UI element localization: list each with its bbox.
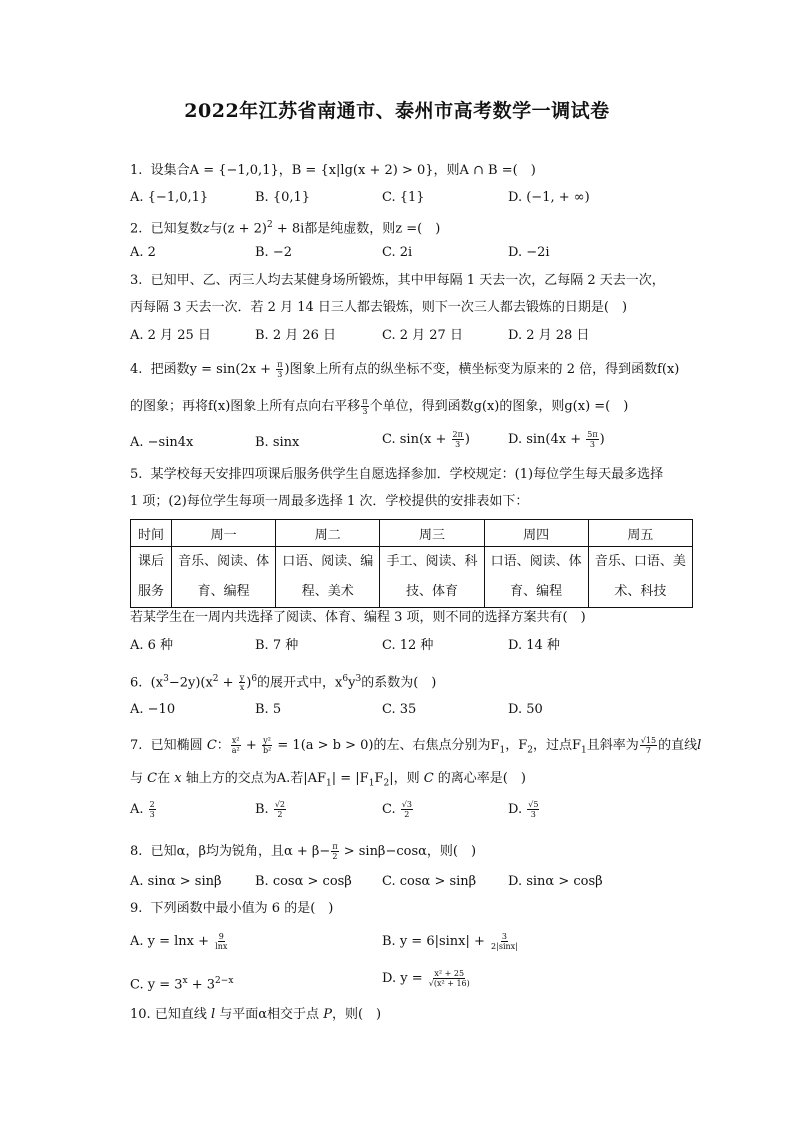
math-var: l	[210, 1007, 216, 1022]
table-header-cell: 周四	[484, 520, 588, 547]
denominator: 3	[455, 440, 461, 449]
numerator: 9	[218, 932, 224, 941]
numerator: √5	[528, 800, 539, 809]
fraction	[239, 673, 246, 692]
cell-text: 技、体育	[405, 584, 458, 599]
exponent: 6	[251, 674, 258, 684]
cell-text: 服务	[137, 584, 164, 599]
table-header-cell: 周五	[588, 520, 692, 547]
math-text: −2y)(x	[168, 675, 213, 691]
denominator: 3	[362, 407, 368, 416]
fraction	[640, 736, 657, 755]
denominator: 3	[589, 440, 595, 449]
question-number: 5.	[130, 467, 143, 482]
question-number: 3.	[130, 273, 143, 288]
question-number: 4.	[130, 362, 143, 377]
denominator: 7	[645, 746, 651, 755]
cell-text: 程、美术	[301, 584, 354, 599]
question-number: 6.	[130, 675, 143, 691]
numerator: π	[362, 397, 368, 406]
denominator: 2	[332, 852, 338, 861]
question-number: 2.	[130, 221, 143, 237]
stem-text: > sinβ−cosα，则( )	[339, 844, 477, 859]
numerator: 5π	[587, 430, 598, 439]
question-number: 7.	[130, 738, 143, 753]
stem-text: 与(z + 2)	[209, 221, 267, 237]
fraction	[527, 800, 539, 819]
question-7-line-2	[130, 770, 526, 793]
option-text: A. y = lnx +	[130, 934, 214, 949]
question-5	[130, 466, 663, 484]
numerator: 2	[149, 800, 155, 809]
numerator: y	[239, 673, 245, 683]
table-header-cell: 周一	[172, 520, 276, 547]
exponent: x	[182, 976, 188, 986]
option-d: D. 14 种	[508, 638, 560, 653]
option-text: C. sin(x +	[382, 432, 451, 447]
option-text: D.	[508, 802, 527, 817]
fraction	[149, 800, 156, 819]
question-8	[130, 842, 476, 861]
subscript: 1	[368, 778, 375, 789]
stem-text: 的离心率是( )	[433, 771, 526, 786]
denominator: a²	[231, 746, 240, 755]
stem-text: F	[374, 771, 384, 786]
option-a	[130, 932, 229, 951]
table-header-cell: 时间	[131, 520, 172, 547]
question-1	[130, 162, 536, 180]
table-row	[131, 547, 693, 608]
numerator: x² + 25	[434, 969, 465, 978]
stem-text: | = |F	[331, 771, 369, 786]
stem-text: 个单位，得到函数g(x)的图象，则g(x) =( )	[369, 399, 629, 414]
math-text: (x	[150, 675, 164, 691]
math-var: l	[697, 738, 702, 753]
numerator: √15	[640, 736, 657, 745]
question-number: 8.	[130, 844, 143, 859]
math-var: z	[202, 221, 210, 237]
math-var: C	[423, 771, 434, 786]
stem-text: 把函数y = sin(2x +	[150, 362, 276, 377]
fraction	[428, 969, 471, 988]
fraction	[231, 736, 241, 755]
cell-text: 音乐、阅读、体	[178, 554, 270, 569]
stem-text: ：	[216, 738, 230, 753]
option-a: A. sinα > sinβ	[130, 874, 222, 889]
cell-text: 音乐、口语、美	[594, 554, 686, 569]
question-9	[130, 900, 333, 918]
table-header-row	[131, 520, 693, 547]
question-number: 1.	[130, 163, 143, 178]
option-c	[382, 430, 470, 449]
option-c: C. cosα > sinβ	[382, 874, 477, 889]
option-text: A.	[130, 802, 148, 817]
option-b: B. {0,1}	[255, 190, 311, 205]
math-text: +	[218, 675, 238, 691]
denominator: √(x² + 16)	[428, 979, 470, 988]
stem-text: 的展开式中，x	[257, 675, 343, 691]
stem-text: + 8i都是纯虚数，则z =( )	[272, 221, 441, 237]
math-text: +	[241, 738, 261, 753]
numerator: 3	[501, 932, 507, 941]
table-header-cell: 周二	[276, 520, 380, 547]
table-cell	[172, 547, 276, 608]
option-d: D. sinα > cosβ	[508, 874, 603, 889]
stem-text: )图象上所有点的纵坐标不变，横坐标变为原来的 2 倍，得到函数f(x)	[284, 362, 680, 377]
exponent: 2	[212, 674, 219, 684]
option-c: C. 2i	[382, 245, 413, 260]
numerator: π	[277, 360, 283, 369]
page-title: 2022年江苏省南通市、泰州市高考数学一调试卷	[184, 100, 610, 122]
stem-text: ，F	[505, 738, 528, 753]
schedule-table	[130, 519, 693, 608]
stem-text: 的直线	[658, 738, 698, 753]
math-text: )	[246, 675, 252, 691]
option-c: C. 12 种	[382, 638, 434, 653]
option-d: D. (−1, + ∞)	[508, 190, 590, 205]
option-b: B. 2 月 26 日	[255, 328, 337, 343]
question-7	[130, 736, 701, 760]
question-6	[130, 670, 436, 692]
exponent: 2	[266, 220, 273, 230]
option-c	[130, 972, 233, 994]
table-header-cell: 周三	[380, 520, 484, 547]
question-4	[130, 360, 679, 379]
stem-text: 某学校每天安排四项课后服务供学生自愿选择参加．学校规定：(1)每位学生每天最多选择	[150, 467, 664, 482]
subscript: 1	[499, 745, 506, 756]
option-c: C. {1}	[382, 190, 425, 205]
option-text: C. y = 3	[130, 977, 183, 993]
fraction	[331, 842, 338, 861]
fraction	[214, 932, 228, 951]
option-b	[255, 800, 287, 819]
stem-text: 已知直线	[154, 1007, 211, 1022]
denominator: 2	[404, 810, 410, 819]
numerator: y²	[263, 736, 271, 745]
math-var: P	[323, 1007, 332, 1022]
fraction	[401, 800, 413, 819]
subscript: 1	[326, 778, 332, 789]
question-10	[130, 1006, 381, 1024]
option-a: A. 2 月 25 日	[130, 328, 211, 343]
cell-text: 育、编程	[197, 584, 250, 599]
option-c: C. 35	[382, 702, 417, 717]
table-cell	[276, 547, 380, 608]
table-cell	[588, 547, 692, 608]
option-a: A. −10	[130, 702, 176, 717]
subscript: 2	[527, 745, 534, 756]
math-var: C	[147, 771, 158, 786]
stem-text: 在	[157, 771, 175, 786]
option-a: A. {−1,0,1}	[130, 190, 209, 205]
exponent: 3	[355, 674, 362, 684]
cell-text: 术、科技	[614, 584, 667, 599]
option-d	[382, 969, 472, 988]
option-a: A. 2	[130, 245, 156, 260]
option-d: D. −2i	[508, 245, 550, 260]
stem-text: 的系数为( )	[361, 675, 437, 691]
denominator: lnx	[215, 942, 228, 951]
question-2	[130, 216, 440, 238]
stem-text: = 1(a > b > 0)的左、右焦点分别为F	[273, 738, 500, 753]
fraction	[452, 430, 464, 449]
option-text: C.	[382, 802, 400, 817]
option-c	[382, 800, 414, 819]
stem-text: 下列函数中最小值为 6 的是( )	[150, 901, 334, 916]
denominator: 3	[149, 810, 155, 819]
stem-text: ，过点F	[533, 738, 582, 753]
option-d: D. 2 月 28 日	[508, 328, 590, 343]
option-a: A. −sin4x	[130, 435, 194, 450]
stem-text: 已知甲、乙、丙三人均去某健身场所锻炼，其中甲每隔 1 天去一次，乙每隔 2 天去一次，	[150, 273, 665, 288]
option-a	[130, 800, 157, 819]
exponent: 2−x	[215, 976, 234, 986]
option-b: B. sinx	[255, 435, 300, 450]
stem-text: 已知复数	[150, 221, 203, 237]
option-b: B. 7 种	[255, 638, 299, 653]
subscript: 2	[383, 778, 390, 789]
exponent: 3	[163, 674, 169, 684]
table-row-label	[131, 547, 172, 608]
option-b: B. 5	[255, 702, 282, 717]
question-3	[130, 272, 665, 290]
numerator: 2π	[452, 430, 463, 439]
question-number: 10.	[130, 1007, 151, 1022]
cell-text: 口语、阅读、体	[490, 554, 582, 569]
option-b: B. −2	[255, 245, 292, 260]
option-text: D. sin(4x +	[508, 432, 586, 447]
fraction	[262, 736, 272, 755]
stem-text: 的图象；再将f(x)图象上所有点向右平移	[130, 399, 361, 414]
subscript: 1	[581, 745, 587, 756]
option-a: A. 6 种	[130, 638, 174, 653]
stem-text: |，则	[389, 771, 424, 786]
option-b: B. cosα > cosβ	[255, 874, 352, 889]
math-text: y	[348, 675, 356, 691]
denominator: 3	[530, 810, 536, 819]
denominator: 2|sinx|	[491, 942, 518, 951]
table-cell	[484, 547, 588, 608]
option-d: D. 50	[508, 702, 543, 717]
question-stem: 设集合A = {−1,0,1}，B = {x|lg(x + 2) > 0}，则A ∩ B =( )	[150, 163, 536, 178]
denominator: 2	[277, 810, 283, 819]
question-number: 9.	[130, 901, 143, 916]
question-5-after-table: 若某学生在一周内共选择了阅读、体育、编程 3 项，则不同的选择方案共有( )	[130, 610, 586, 625]
numerator: √2	[274, 800, 286, 809]
stem-text: 与	[130, 771, 148, 786]
cell-text: 课后	[137, 554, 164, 569]
numerator: x²	[231, 736, 240, 745]
option-b	[382, 932, 520, 951]
fraction	[361, 397, 368, 416]
numerator: √3	[401, 800, 412, 809]
math-var: C	[206, 738, 217, 753]
stem-text: 与平面α相交于点	[215, 1007, 324, 1022]
option-text: )	[464, 432, 470, 447]
question-5-line-2: 1 项；(2)每位学生每项一周最多选择 1 次．学校提供的安排表如下：	[130, 494, 529, 509]
fraction	[276, 360, 283, 379]
option-text: )	[599, 432, 605, 447]
stem-text: 且斜率为	[586, 738, 639, 753]
option-c: C. 2 月 27 日	[382, 328, 463, 343]
denominator: b²	[262, 746, 272, 755]
stem-text: 轴上方的交点为A.若|AF	[181, 771, 327, 786]
exponent: 6	[342, 674, 349, 684]
option-d	[508, 800, 540, 819]
fraction	[586, 430, 598, 449]
stem-text: ，则( )	[331, 1007, 382, 1022]
option-text: D. y =	[382, 971, 427, 986]
stem-text: 已知α，β均为锐角，且α + β−	[150, 844, 331, 859]
option-text: + 3	[187, 977, 216, 993]
denominator: 3	[277, 370, 283, 379]
option-text: B. y = 6|sinx| +	[382, 934, 490, 949]
numerator: π	[332, 842, 338, 851]
table-cell	[380, 547, 484, 608]
cell-text: 口语、阅读、编	[282, 554, 374, 569]
math-var: x	[174, 771, 182, 786]
denominator: x	[239, 683, 245, 693]
stem-text: 已知椭圆	[150, 738, 207, 753]
cell-text: 育、编程	[510, 584, 563, 599]
question-4-line-2	[130, 397, 628, 416]
cell-text: 手工、阅读、科	[386, 554, 478, 569]
option-text: B.	[255, 802, 273, 817]
question-3-line-2: 丙每隔 3 天去一次．若 2 月 14 日三人都去锻炼，则下一次三人都去锻炼的日期是( )	[130, 300, 628, 315]
fraction	[274, 800, 286, 819]
fraction	[490, 932, 519, 951]
option-d	[508, 430, 605, 449]
